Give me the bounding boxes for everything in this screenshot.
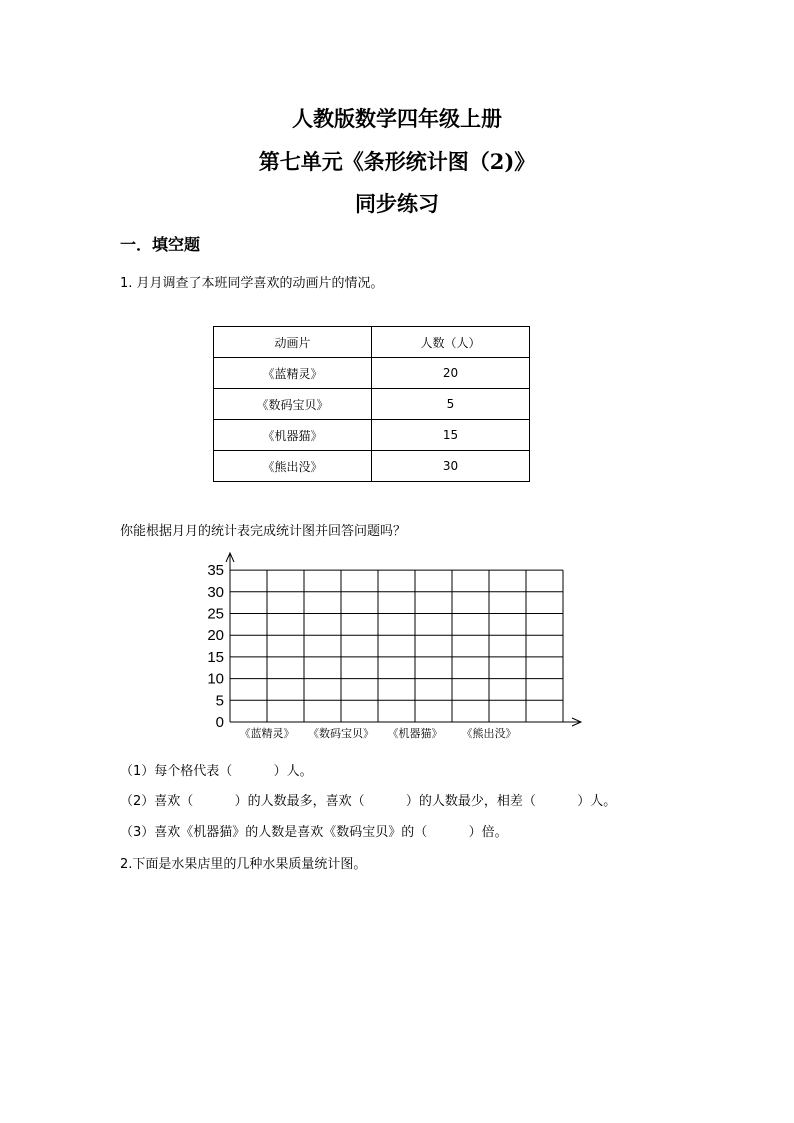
table-row [214, 358, 530, 389]
y-tick-label: 15 [207, 648, 224, 666]
y-tick-label: 10 [207, 670, 224, 688]
y-tick-label: 20 [207, 627, 224, 645]
table-cell: 《蓝精灵》 [214, 358, 372, 389]
sub-question-2: （2）喜欢（ ）的人数最多，喜欢（ ）的人数最少，相差（ ）人。 [120, 794, 617, 809]
sub-question-1: （1）每个格代表（ ）人。 [120, 764, 313, 779]
question-1-prompt: 你能根据月月的统计表完成统计图并回答问题吗？ [120, 524, 407, 539]
title-line-1: 人教版数学四年级上册 [292, 106, 502, 131]
table-cell: 5 [372, 389, 530, 420]
table-cell: 《机器猫》 [214, 420, 372, 451]
x-category-label: 《机器猫》 [387, 727, 443, 740]
x-category-label: 《数码宝贝》 [308, 727, 374, 740]
question-2-intro: 2.下面是水果店里的几种水果质量统计图。 [120, 857, 367, 872]
y-tick-label: 35 [207, 562, 224, 580]
table-cell: 《熊出没》 [214, 451, 372, 482]
section-heading: 一．填空题 [120, 235, 201, 254]
table-cell: 20 [372, 358, 530, 389]
table-header-cell: 人数（人） [372, 327, 530, 358]
sub-question-3: （3）喜欢《机器猫》的人数是喜欢《数码宝贝》的（ ）倍。 [120, 825, 508, 840]
bar-chart-grid [190, 550, 590, 750]
title-line-3: 同步练习 [355, 191, 439, 216]
table-row [214, 389, 530, 420]
x-category-label: 《蓝精灵》 [239, 727, 295, 740]
table-header-row [214, 327, 530, 358]
y-tick-label: 0 [215, 714, 224, 731]
question-1-intro: 1. 月月调查了本班同学喜欢的动画片的情况。 [120, 276, 384, 291]
y-tick-label: 30 [207, 583, 224, 601]
table-row [214, 420, 530, 451]
title-line-2: 第七单元《条形统计图（2)》 [258, 149, 536, 174]
table-header-cell: 动画片 [214, 327, 372, 358]
x-category-label: 《熊出没》 [461, 727, 517, 740]
statistics-table [213, 326, 530, 482]
table-cell: 30 [372, 451, 530, 482]
y-tick-label: 25 [207, 605, 224, 623]
table-cell: 《数码宝贝》 [214, 389, 372, 420]
table-cell: 15 [372, 420, 530, 451]
table-row [214, 451, 530, 482]
y-tick-label: 5 [215, 692, 224, 710]
